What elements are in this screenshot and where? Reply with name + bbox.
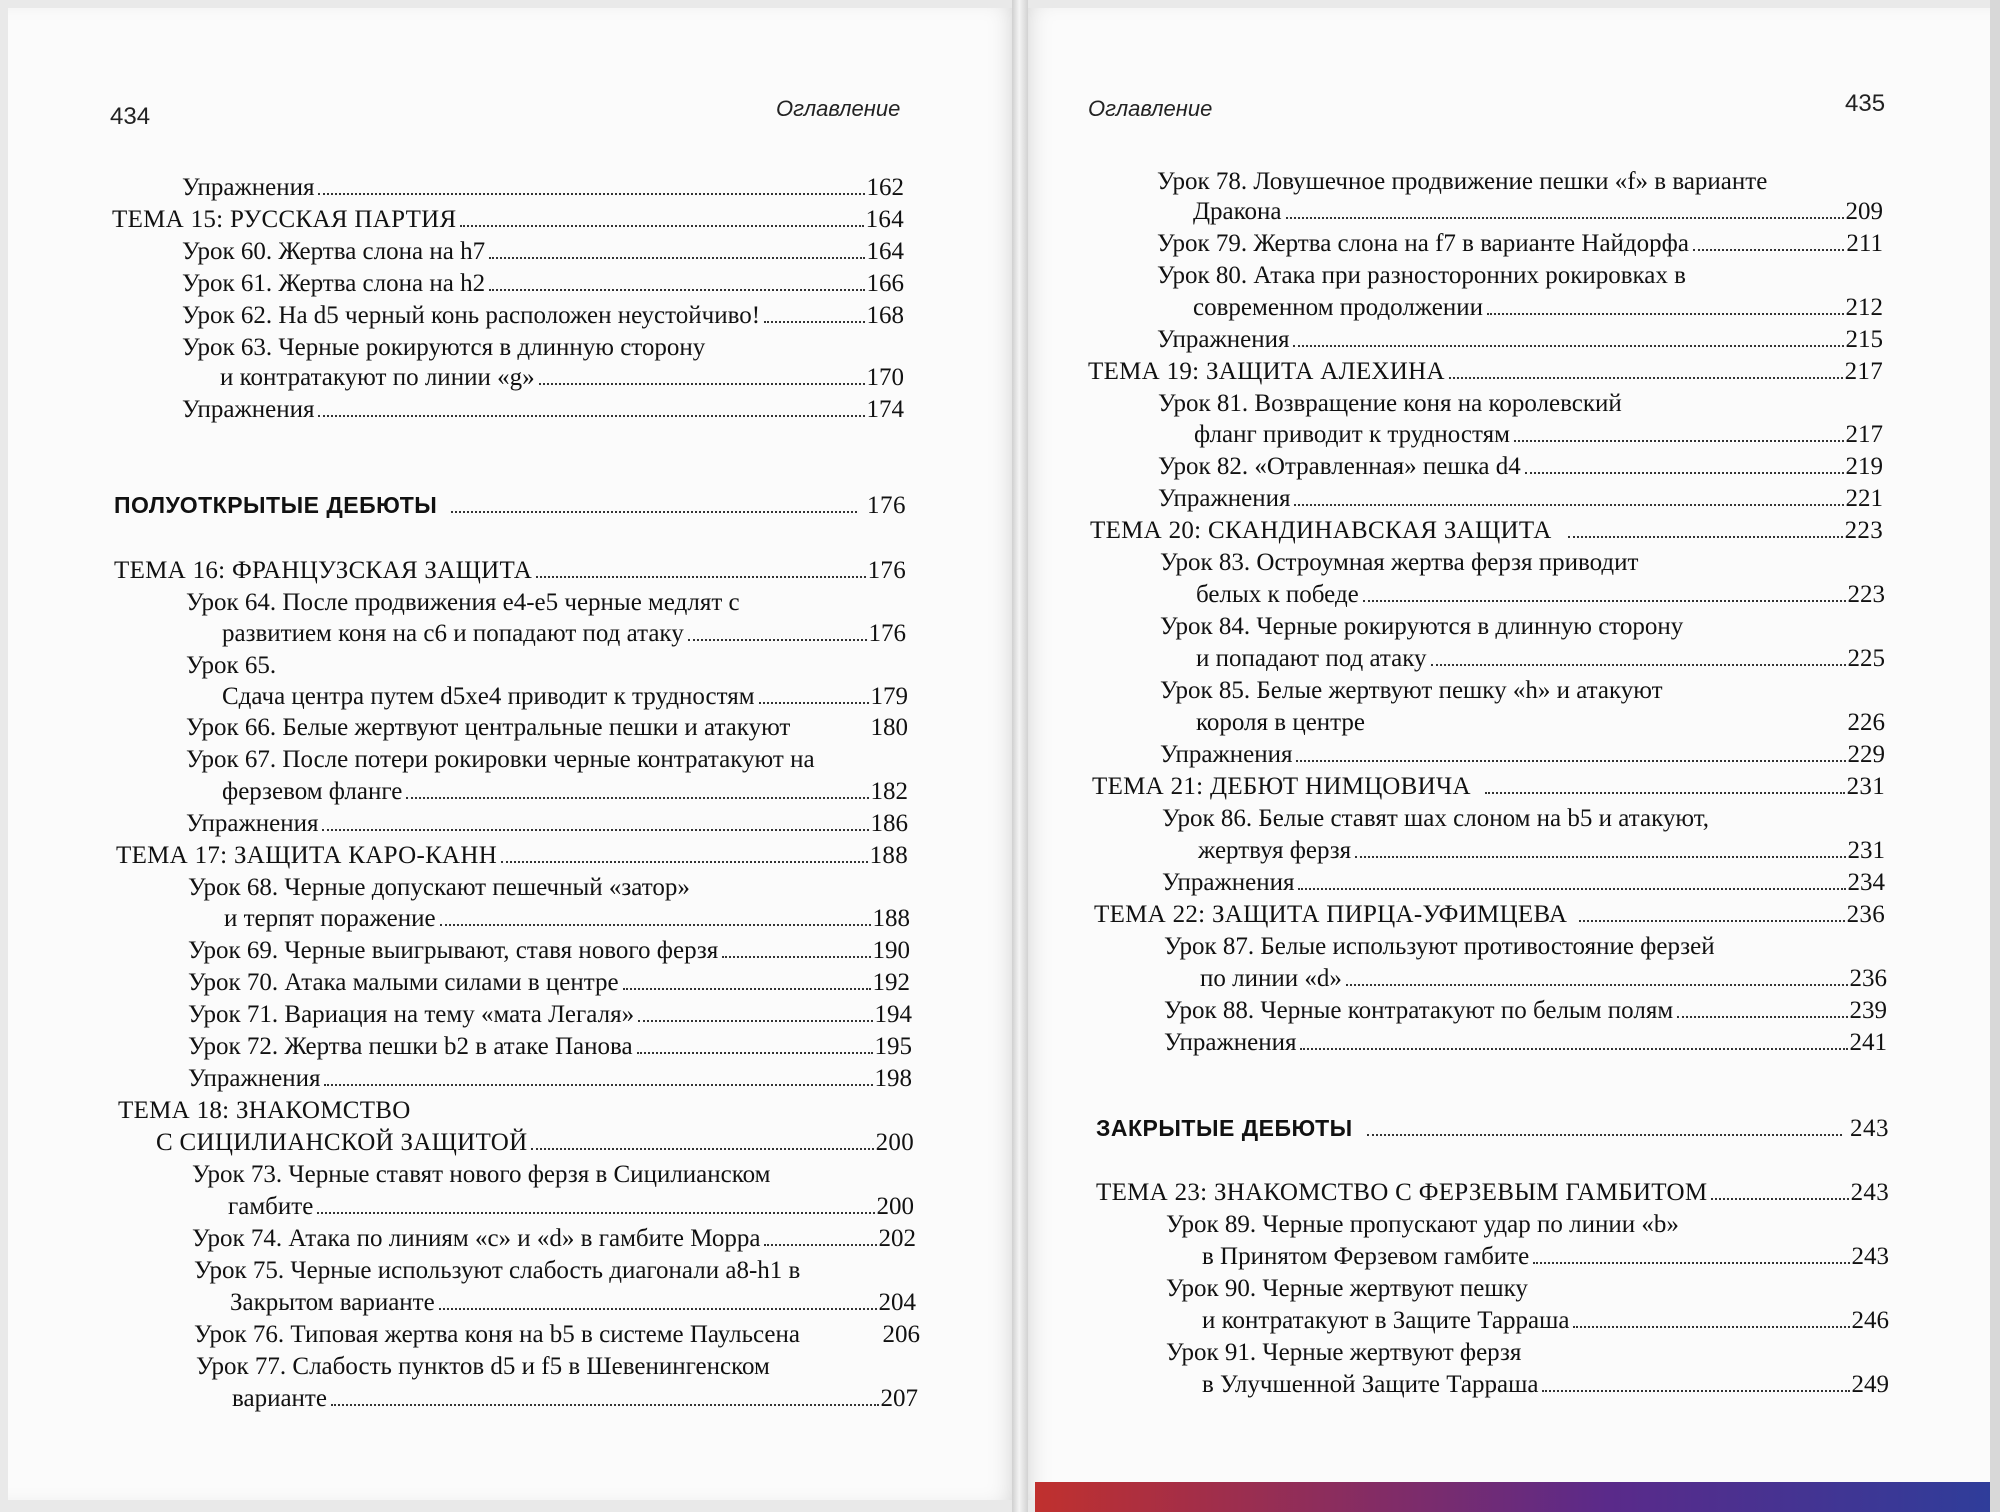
toc-entry: Упражнения 162 xyxy=(182,174,904,201)
toc-entry-first-line: Урок 87. Белые используют противостояние ферзей xyxy=(1164,933,1715,960)
toc-entry-first-line: Урок 63. Черные рокируются в длинную сторону xyxy=(182,334,706,361)
toc-entry: Упражнения 186 xyxy=(186,810,908,837)
toc-entry: и контратакуют по линии «g» 170 xyxy=(220,364,904,391)
toc-entry: в Принятом Ферзевом гамбите 243 xyxy=(1202,1243,1889,1270)
toc-entry: по линии «d» 236 xyxy=(1200,965,1887,992)
toc-entry: Урок 61. Жертва слона на h2 166 xyxy=(182,270,904,297)
toc-entry: Упражнения 221 xyxy=(1158,485,1883,512)
toc-entry: Упражнения 215 xyxy=(1157,326,1883,353)
toc-entry-first-line: Урок 80. Атака при разносторонних рокировках в xyxy=(1157,262,1686,289)
toc-entry: Упражнения 198 xyxy=(188,1065,912,1092)
toc-entry: Закрытом варианте 204 xyxy=(230,1289,916,1316)
toc-entry: Упражнения 229 xyxy=(1160,741,1885,768)
toc-entry: короля в центре 226 xyxy=(1196,709,1885,736)
toc-theme: ТЕМА 21: ДЕБЮТ НИМЦОВИЧА 231 xyxy=(1092,773,1885,800)
toc-entry: Урок 66. Белые жертвуют центральные пешки и атакуют 180 xyxy=(186,714,908,741)
toc-entry: Дракона 209 xyxy=(1193,198,1883,225)
toc-entry: белых к победе 223 xyxy=(1196,581,1885,608)
toc-entry: в Улучшенной Защите Тарраша 249 xyxy=(1202,1371,1889,1398)
toc-entry: и попадают под атаку 225 xyxy=(1196,645,1885,672)
toc-entry: Сдача центра путем d5xe4 приводит к трудностям 179 xyxy=(222,683,908,710)
toc-theme: ТЕМА 23: ЗНАКОМСТВО С ФЕРЗЕВЫМ ГАМБИТОМ 243 xyxy=(1096,1179,1889,1206)
toc-entry: жертвуя ферзя 231 xyxy=(1198,837,1885,864)
cover-edge xyxy=(1035,1482,1990,1512)
toc-entry: Упражнения 174 xyxy=(182,396,904,423)
toc-entry-first-line: Урок 75. Черные используют слабость диагонали а8-h1 в xyxy=(194,1257,801,1284)
toc-entry-first-line: Урок 84. Черные рокируются в длинную сторону xyxy=(1160,613,1684,640)
toc-entry-first-line: Урок 78. Ловушечное продвижение пешки «f» в варианте xyxy=(1157,168,1768,195)
toc-entry: и терпят поражение 188 xyxy=(224,905,910,932)
toc-entry: Урок 70. Атака малыми силами в центре 192 xyxy=(188,969,910,996)
toc-entry-first-line: Урок 77. Слабость пунктов d5 и f5 в Шевенингенском xyxy=(196,1353,770,1380)
toc-theme: С СИЦИЛИАНСКОЙ ЗАЩИТОЙ 200 xyxy=(156,1129,914,1156)
toc-entry: и контратакуют в Защите Тарраша 246 xyxy=(1202,1307,1889,1334)
toc-entry: Урок 71. Вариация на тему «мата Легаля» 194 xyxy=(188,1001,912,1028)
right-running-head: Оглавление xyxy=(1088,96,1213,121)
toc-entry-first-line: Урок 83. Остроумная жертва ферзя приводит xyxy=(1160,549,1639,576)
cover-side xyxy=(1990,0,2000,1512)
toc-entry: Урок 88. Черные контратакуют по белым полям 239 xyxy=(1164,997,1887,1024)
left-page-number: 434 xyxy=(110,103,151,130)
toc-entry-first-line: Урок 67. После потери рокировки черные контратакуют на xyxy=(186,746,815,773)
toc-theme: ТЕМА 20: СКАНДИНАВСКАЯ ЗАЩИТА 223 xyxy=(1090,517,1883,544)
toc-section: ПОЛУОТКРЫТЫЕ ДЕБЮТЫ 176 xyxy=(114,492,906,519)
toc-theme-first-line: ТЕМА 18: ЗНАКОМСТВО xyxy=(118,1097,411,1124)
book-spine xyxy=(1012,0,1028,1512)
toc-entry-first-line: Урок 68. Черные допускают пешечный «затор» xyxy=(188,874,690,901)
toc-entry: Урок 72. Жертва пешки b2 в атаке Панова 195 xyxy=(188,1033,912,1060)
toc-entry: развитием коня на с6 и попадают под атаку 176 xyxy=(222,620,906,647)
toc-entry: современном продолжении 212 xyxy=(1193,294,1883,321)
toc-entry: Урок 76. Типовая жертва коня на b5 в системе Паульсена 206 xyxy=(194,1321,920,1348)
toc-entry: ферзевом фланге 182 xyxy=(222,778,908,805)
toc-entry-first-line: Урок 73. Черные ставят нового ферзя в Сицилианском xyxy=(192,1161,771,1188)
right-page-number: 435 xyxy=(1845,90,1886,117)
toc-theme: ТЕМА 22: ЗАЩИТА ПИРЦА-УФИМЦЕВА 236 xyxy=(1094,901,1885,928)
toc-entry: варианте 207 xyxy=(232,1385,918,1412)
toc-entry: Упражнения 234 xyxy=(1162,869,1885,896)
toc-entry-first-line: Урок 90. Черные жертвуют пешку xyxy=(1166,1275,1528,1302)
toc-entry: Урок 69. Черные выигрывают, ставя нового ферзя 190 xyxy=(188,937,910,964)
toc-theme: ТЕМА 19: ЗАЩИТА АЛЕХИНА 217 xyxy=(1088,358,1883,385)
toc-entry-first-line: Урок 85. Белые жертвуют пешку «h» и атакуют xyxy=(1160,677,1663,704)
toc-entry: Урок 74. Атака по линиям «с» и «d» в гамбите Морра 202 xyxy=(192,1225,916,1252)
toc-entry-first-line: Урок 91. Черные жертвуют ферзя xyxy=(1166,1339,1522,1366)
toc-entry-first-line: Урок 86. Белые ставят шах слоном на b5 и атакуют, xyxy=(1162,805,1709,832)
toc-entry-first-line: Урок 64. После продвижения е4-е5 черные медлят с xyxy=(186,589,740,616)
toc-entry: Урок 62. На d5 черный конь расположен неустойчиво! 168 xyxy=(182,302,904,329)
toc-entry-first-line: Урок 65. xyxy=(186,652,277,679)
toc-entry: гамбите 200 xyxy=(228,1193,914,1220)
toc-entry-first-line: Урок 89. Черные пропускают удар по линии «b» xyxy=(1166,1211,1679,1238)
toc-entry: Урок 60. Жертва слона на h7 164 xyxy=(182,238,904,265)
toc-entry: Упражнения 241 xyxy=(1164,1029,1887,1056)
toc-entry-first-line: Урок 81. Возвращение коня на королевский xyxy=(1158,390,1622,417)
toc-theme: ТЕМА 17: ЗАЩИТА КАРО-КАНН 188 xyxy=(116,842,908,869)
toc-theme: ТЕМА 16: ФРАНЦУЗСКАЯ ЗАЩИТА 176 xyxy=(114,557,906,584)
toc-entry: Урок 82. «Отравленная» пешка d4 219 xyxy=(1158,453,1883,480)
toc-section: ЗАКРЫТЫЕ ДЕБЮТЫ 243 xyxy=(1096,1115,1889,1142)
toc-entry: фланг приводит к трудностям 217 xyxy=(1194,421,1883,448)
toc-theme: ТЕМА 15: РУССКАЯ ПАРТИЯ 164 xyxy=(112,206,904,233)
left-running-head: Оглавление xyxy=(776,96,901,121)
toc-entry: Урок 79. Жертва слона на f7 в варианте Найдорфа 211 xyxy=(1157,230,1883,257)
